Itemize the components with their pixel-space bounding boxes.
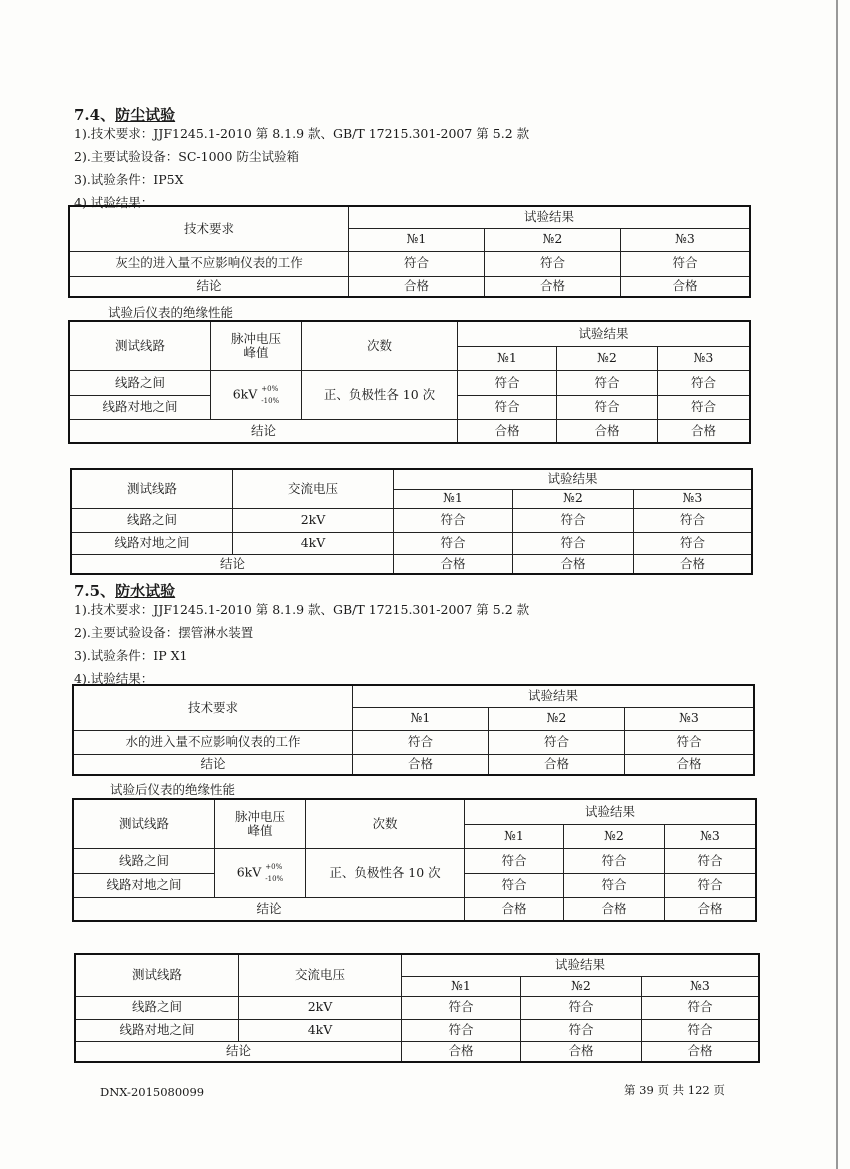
s74-dust-result-table [68,205,751,298]
cell: 符合 [485,251,621,276]
h-n2: №2 [513,489,634,508]
h-n3: №3 [634,489,753,508]
h-n1: №1 [402,976,521,996]
cell: 合格 [458,420,557,443]
cell: 符合 [465,849,564,873]
cell: 合格 [465,898,564,921]
s75-line-3: 3).试验条件：IP X1 [74,648,188,663]
row-label: 线路对地之间 [73,873,215,897]
cell: 符合 [665,849,757,873]
cell: 符合 [625,730,755,754]
cell: 合格 [394,554,513,574]
row-label: 线路对地之间 [69,395,211,419]
h-req: 技术要求 [69,206,349,251]
cell: 符合 [513,508,634,532]
cell: 合格 [658,420,751,443]
cell: 符合 [458,371,557,395]
cell: 符合 [489,730,625,754]
cell: 合格 [621,276,751,297]
cell: 符合 [557,395,658,419]
h-n2: №2 [521,976,642,996]
h-n1: №1 [394,489,513,508]
voltage-value: 6kV [232,386,258,402]
h-ac: 交流电压 [239,954,402,996]
times-value: 正、负极性各 10 次 [302,371,458,420]
cell: 合格 [349,276,485,297]
section-7-4-heading [74,104,175,125]
section-7-5-heading [74,580,175,601]
cell: 符合 [458,395,557,419]
h-n1: №1 [465,824,564,848]
s74-line-1: 1).技术要求：JJF1245.1-2010 第 8.1.9 款、GB/T 17215.301-2007 第 5.2 款 [74,126,530,141]
conclusion-label: 结论 [69,276,349,297]
row-label: 线路之间 [75,996,239,1019]
s75-line-1: 1).技术要求：JJF1245.1-2010 第 8.1.9 款、GB/T 17215.301-2007 第 5.2 款 [74,602,530,617]
h-n3: №3 [642,976,760,996]
ac-value: 2kV [239,996,402,1019]
h-circuit: 测试线路 [69,321,211,371]
cell: 符合 [634,532,753,554]
h-n1: №1 [353,707,489,730]
cell: 符合 [521,996,642,1019]
cell: 合格 [625,754,755,775]
cell: 符合 [658,371,751,395]
pulse-voltage [215,849,306,898]
h-n2: №2 [557,346,658,370]
tolerance: +0% -10% [265,863,284,884]
h-req: 技术要求 [73,685,353,730]
row-label: 线路之间 [71,508,233,532]
page-number: 第 39 页 共 122 页 [624,1083,725,1097]
ac-value: 2kV [233,508,394,532]
cell: 符合 [394,532,513,554]
cell: 符合 [621,251,751,276]
row-label: 线路对地之间 [75,1019,239,1041]
cell: 合格 [489,754,625,775]
cell: 符合 [402,1019,521,1041]
conclusion-label: 结论 [75,1041,402,1062]
section-title: 防水试验 [115,582,176,600]
section-number: 7.4、 [74,106,116,124]
cell: 合格 [557,420,658,443]
s75-line-4: 4).试验结果： [74,671,154,686]
cell: 符合 [557,371,658,395]
s74-ac-voltage-table [70,468,753,575]
cell: 符合 [564,849,665,873]
cell: 符合 [402,996,521,1019]
h-ac: 交流电压 [233,469,394,508]
cell: 合格 [485,276,621,297]
h-n3: №3 [658,346,751,370]
s75-pulse-table [72,798,757,922]
conclusion-label: 结论 [73,754,353,775]
cell: 符合 [634,508,753,532]
cell: 合格 [665,898,757,921]
row-label: 线路对地之间 [71,532,233,554]
h-times: 次数 [302,321,458,371]
ac-value: 4kV [239,1019,402,1041]
cell: 合格 [353,754,489,775]
section-number: 7.5、 [74,582,116,600]
cell: 符合 [353,730,489,754]
h-n3: №3 [625,707,755,730]
h-n3: №3 [665,824,757,848]
cell: 符合 [665,873,757,897]
h-n3: №3 [621,228,751,251]
h-n2: №2 [485,228,621,251]
section-title: 防尘试验 [115,106,176,124]
cell: 符合 [564,873,665,897]
h-n2: №2 [564,824,665,848]
cell: 符合 [658,395,751,419]
row-label: 线路之间 [69,371,211,395]
s74-line-4: 4).试验结果： [74,195,154,210]
h-res: 试验结果 [458,321,751,346]
voltage-value: 6kV [236,864,262,880]
h-n1: №1 [349,228,485,251]
cell: 合格 [564,898,665,921]
h-res: 试验结果 [465,799,757,824]
s75-line-2: 2).主要试验设备：摆管淋水装置 [74,625,254,640]
cell: 符合 [642,996,760,1019]
row-label: 灰尘的进入量不应影响仪表的工作 [69,251,349,276]
s75-ac-voltage-table [74,953,760,1063]
s74-line-3: 3).试验条件：IP5X [74,172,184,187]
conclusion-label: 结论 [69,420,458,443]
pulse-voltage [211,371,302,420]
cell: 符合 [349,251,485,276]
row-label: 线路之间 [73,849,215,873]
h-res: 试验结果 [394,469,753,489]
s74-line-2: 2).主要试验设备：SC-1000 防尘试验箱 [74,149,299,164]
s74-pulse-table [68,320,751,444]
cell: 合格 [402,1041,521,1062]
cell: 符合 [513,532,634,554]
h-circuit: 测试线路 [73,799,215,849]
cell: 合格 [521,1041,642,1062]
h-res: 试验结果 [349,206,751,228]
scan-edge-right [836,0,838,1169]
h-res: 试验结果 [353,685,755,707]
s74-insulation-caption: 试验后仪表的绝缘性能 [108,305,234,320]
s75-water-result-table [72,684,755,776]
document-number: DNX-2015080099 [100,1085,205,1099]
ac-value: 4kV [233,532,394,554]
cell: 符合 [465,873,564,897]
h-times: 次数 [306,799,465,849]
h-n2: №2 [489,707,625,730]
cell: 合格 [634,554,753,574]
conclusion-label: 结论 [71,554,394,574]
conclusion-label: 结论 [73,898,465,921]
cell: 合格 [513,554,634,574]
row-label: 水的进入量不应影响仪表的工作 [73,730,353,754]
times-value: 正、负极性各 10 次 [306,849,465,898]
cell: 符合 [394,508,513,532]
h-res: 试验结果 [402,954,760,976]
h-pulse: 脉冲电压 峰值 [215,799,306,849]
h-pulse: 脉冲电压 峰值 [211,321,302,371]
h-n1: №1 [458,346,557,370]
cell: 符合 [642,1019,760,1041]
h-circuit: 测试线路 [71,469,233,508]
h-circuit: 测试线路 [75,954,239,996]
cell: 合格 [642,1041,760,1062]
cell: 符合 [521,1019,642,1041]
s75-insulation-caption: 试验后仪表的绝缘性能 [110,782,236,797]
tolerance: +0% -10% [261,385,280,406]
